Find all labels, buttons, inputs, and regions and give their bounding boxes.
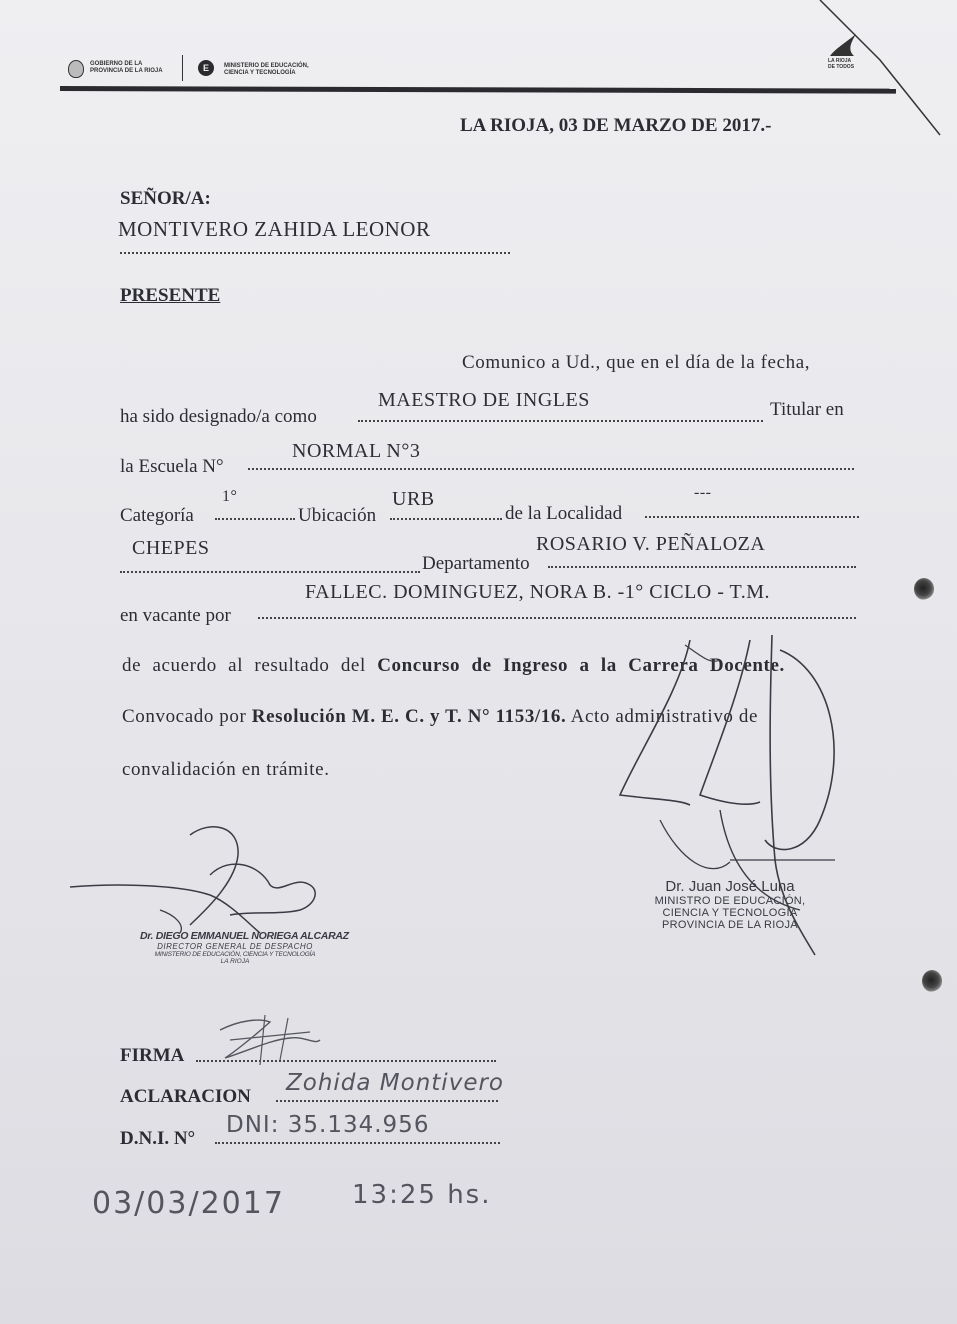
intro-text: Comunico a Ud., que en el día de la fecha, [462, 352, 811, 373]
ministry-logo-icon [198, 60, 214, 76]
page-corner-fold [820, 0, 957, 140]
designado-label: ha sido designado/a como [120, 406, 317, 427]
punch-hole-bottom [922, 970, 942, 992]
gov-line-2: PROVINCIA DE LA RIOJA [90, 68, 163, 74]
paragraph-1-text: de acuerdo al resultado del [122, 655, 366, 676]
aclaracion-dotted-line [276, 1100, 498, 1102]
dni-value: DNI: 35.134.956 [226, 1112, 430, 1138]
addressee-dotted-line [120, 252, 510, 254]
escuela-label: la Escuela N° [120, 456, 224, 477]
minister-name: Dr. Juan José Luna [665, 878, 795, 895]
director-signature [60, 815, 349, 942]
escuela-dotted-line [248, 468, 854, 470]
titular-label: Titular en [770, 399, 844, 420]
resolucion-text: Resolución M. E. C. y T. N° 1153/16. [251, 706, 567, 727]
addressee-name: MONTIVERO ZAHIDA LEONOR [118, 217, 431, 241]
localidad-value: --- [694, 484, 712, 501]
localidad-label: de la Localidad [505, 503, 623, 524]
presente-heading: PRESENTE [120, 285, 221, 306]
concurso-text: Concurso de Ingreso a la Carrera Docente. [377, 655, 785, 676]
salutation: SEÑOR/A: [120, 188, 211, 209]
localidad-name: CHEPES [132, 537, 210, 559]
ministry-line-2: CIENCIA Y TECNOLOGÍA [224, 70, 296, 76]
brand-line-1: LA RIOJA [828, 58, 852, 64]
director-name: Dr. DIEGO EMMANUEL NORIEGA ALCARAZ [140, 930, 349, 942]
vacante-dotted-line [258, 617, 856, 619]
dni-label: D.N.I. N° [120, 1128, 196, 1149]
province-crest-icon [68, 60, 84, 78]
localidad-dotted-line [645, 516, 859, 518]
date-line: LA RIOJA, 03 DE MARZO DE 2017.- [460, 115, 772, 136]
director-title: DIRECTOR GENERAL DE DESPACHO [157, 942, 313, 951]
acto-text: Acto administrativo de [570, 706, 758, 727]
gov-header [90, 61, 163, 75]
convocado-text: Convocado por [122, 706, 247, 727]
categoria-dotted-line [215, 518, 295, 520]
minister-line-1: MINISTRO DE EDUCACIÓN, [654, 895, 806, 907]
escuela-value: NORMAL N°3 [292, 440, 421, 462]
designado-dotted-line [358, 420, 763, 422]
ministry-logo-letter: E [202, 63, 209, 73]
localidad-name-dotted-line [120, 571, 420, 573]
vacante-label: en vacante por [120, 605, 231, 626]
header-rule [60, 86, 896, 94]
dni-dotted-line [215, 1142, 500, 1144]
punch-hole-top [914, 578, 934, 600]
minister-stamp [630, 878, 830, 931]
designado-value: MAESTRO DE INGLES [378, 389, 590, 411]
recipient-signature [210, 1010, 330, 1070]
vacante-value: FALLEC. DOMINGUEZ, NORA B. -1° CICLO - T.M. [305, 581, 771, 603]
handwritten-time: 13:25 hs. [352, 1180, 492, 1210]
ubicacion-label: Ubicación [298, 505, 377, 526]
paragraph-line-3: convalidación en trámite. [122, 759, 330, 780]
director-stamp [140, 930, 349, 965]
minister-line-3: PROVINCIA DE LA RIOJA [662, 919, 798, 931]
categoria-value: 1° [222, 488, 238, 505]
departamento-dotted-line [548, 566, 856, 568]
ministry-header [224, 63, 309, 77]
brand-line-2: DE TODOS [828, 64, 855, 70]
header-divider [182, 55, 183, 81]
director-place: LA RIOJA [220, 958, 250, 965]
departamento-label: Departamento [422, 553, 530, 574]
director-org: MINISTERIO DE EDUCACIÓN, CIENCIA Y TECNOLOGÍA [154, 951, 316, 958]
gov-line-1: GOBIERNO DE LA [90, 61, 143, 67]
ubicacion-value: URB [392, 488, 435, 510]
categoria-label: Categoría [120, 505, 194, 526]
departamento-value: ROSARIO V. PEÑALOZA [536, 533, 766, 555]
aclaracion-label: ACLARACION [120, 1086, 251, 1107]
minister-line-2: CIENCIA Y TECNOLOGÍA [662, 907, 798, 919]
ubicacion-dotted-line [390, 518, 502, 520]
handwritten-date: 03/03/2017 [92, 1186, 285, 1221]
aclaracion-value: Zohida Montivero [286, 1070, 504, 1096]
ministry-line-1: MINISTERIO DE EDUCACIÓN, [224, 63, 309, 69]
firma-label: FIRMA [120, 1045, 185, 1066]
